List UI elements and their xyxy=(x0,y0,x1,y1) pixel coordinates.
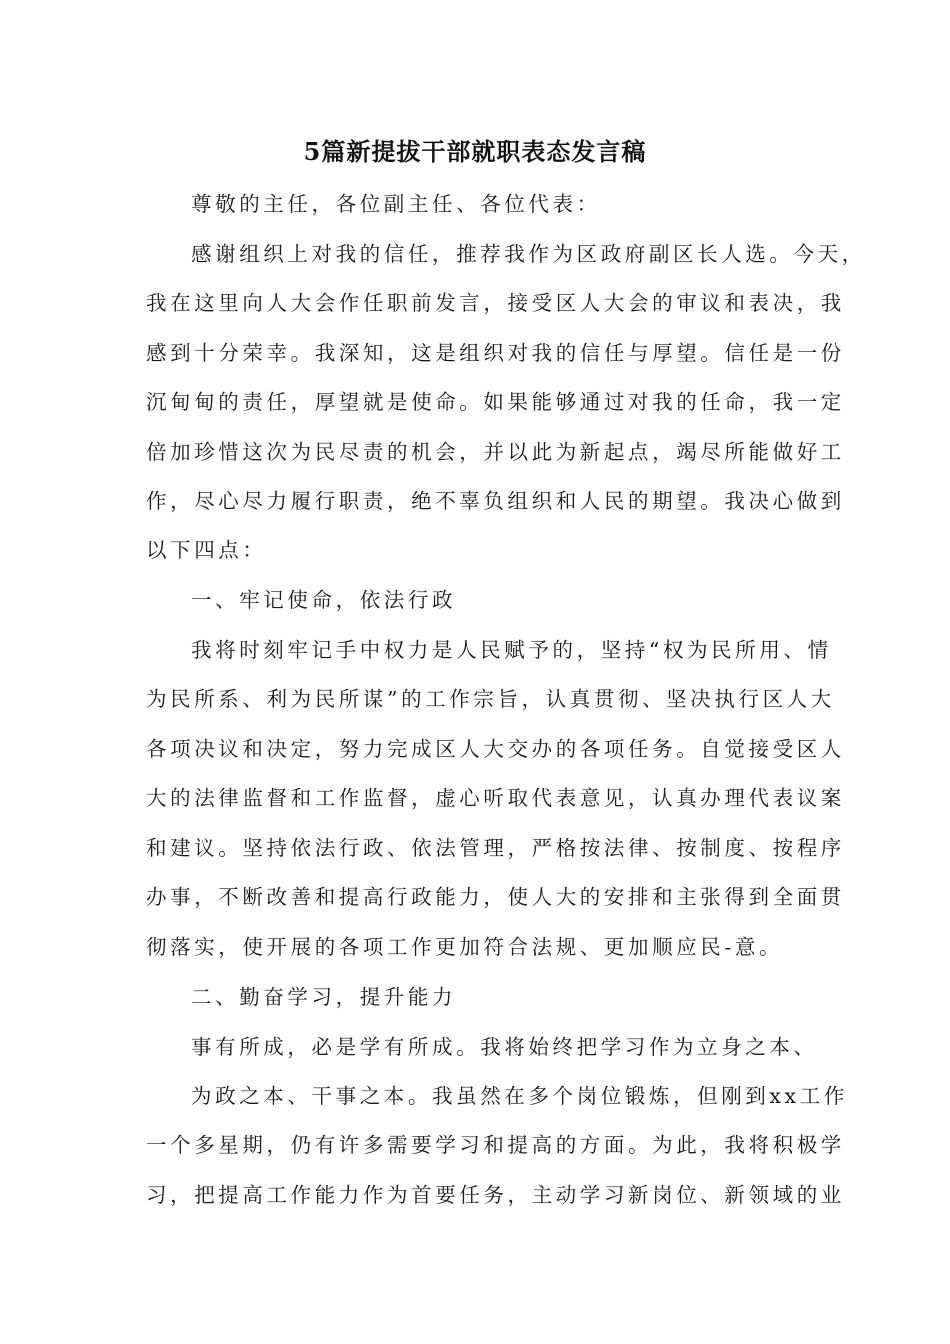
paragraph-line: 事有所成，必是学有所成。我将始终把学习作为立身之本、 xyxy=(191,1035,818,1059)
paragraph-line: 以下四点： xyxy=(146,538,267,562)
document-title: 5篇新提拔干部就职表态发言稿 xyxy=(303,137,647,166)
paragraph-line: 作，尽心尽力履行职责，绝不辜负组织和人民的期望。我决心做到 xyxy=(146,489,845,513)
paragraph-line: 倍加珍惜这次为民尽责的机会，并以此为新起点，竭尽所能做好工 xyxy=(146,440,845,464)
paragraph-line: 沉甸甸的责任，厚望就是使命。如果能够通过对我的任命，我一定 xyxy=(146,390,845,414)
paragraph-line: 和建议。坚持依法行政、依法管理，严格按法律、按制度、按程序 xyxy=(146,836,845,860)
paragraph-line: 为民所系、利为民所谋”的工作宗旨，认真贯彻、坚决执行区人大 xyxy=(146,687,835,711)
paragraph-line: 感谢组织上对我的信任，推荐我作为区政府副区长人选。今天， xyxy=(191,242,866,266)
paragraph-line: 大的法律监督和工作监督，虚心听取代表意见，认真办理代表议案 xyxy=(146,786,845,810)
section-heading: 一、牢记使命，依法行政 xyxy=(191,588,457,612)
paragraph-line: 彻落实，使开展的各项工作更加符合法规、更加顺应民-意。 xyxy=(146,935,784,959)
paragraph-line: 为政之本、干事之本。我虽然在多个岗位锻炼，但刚到xx工作 xyxy=(191,1084,848,1108)
paragraph-line: 感到十分荣幸。我深知，这是组织对我的信任与厚望。信任是一份 xyxy=(146,341,845,365)
paragraph-line: 我将时刻牢记手中权力是人民赋予的，坚持“权为民所用、情 xyxy=(191,638,832,662)
paragraph-line: 办事，不断改善和提高行政能力，使人大的安排和主张得到全面贯 xyxy=(146,885,845,909)
paragraph-line: 我在这里向人大会作任职前发言，接受区人大会的审议和表决，我 xyxy=(146,291,845,315)
paragraph-line: 习，把提高工作能力作为首要任务，主动学习新岗位、新领域的业 xyxy=(146,1183,845,1207)
salutation-line: 尊敬的主任，各位副主任、各位代表： xyxy=(191,192,601,216)
paragraph-line: 各项决议和决定，努力完成区人大交办的各项任务。自觉接受区人 xyxy=(146,737,845,761)
paragraph-line: 一个多星期，仍有许多需要学习和提高的方面。为此，我将积极学 xyxy=(146,1133,845,1157)
section-heading: 二、勤奋学习，提升能力 xyxy=(191,985,457,1009)
